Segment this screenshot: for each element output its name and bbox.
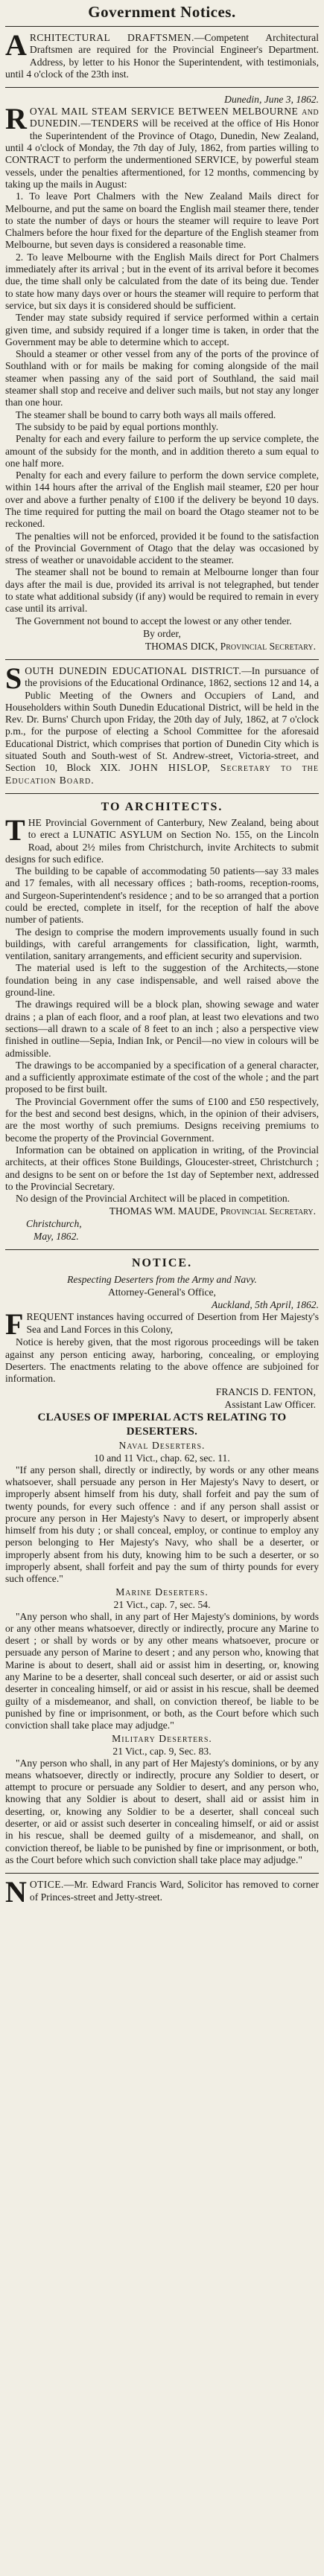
marine-ref: 21 Vict., cap. 7, sec. 54. <box>113 1598 211 1610</box>
notice-body: —Mr. Edward Francis Ward, Solicitor has removed to corner of Princes-street and Jetty-street. <box>29 1879 319 1903</box>
notice-body: —In pursuance of the provisions of the Educational Ordinance, 1862, sections 12 and 14, a Public Meeting of the Owners and Occupiers of Land, and Householders within South Dunedin Educational District, will be held in the Rev. Dr. Burns' Church upon Friday, the 20th day of July, 1862, at 7 o'clock p.m., for the purpose of electing a School Committee for the aforesaid Educational District, which comprises that portion of Dunedin City which is situated South and South-west of St. Andrew-street, Victoria-street, and Section 10, Block XIX. <box>5 664 319 774</box>
signature: THOMAS DICK, Provincial Secretary. <box>144 640 316 652</box>
drop-cap: N <box>5 1875 27 1909</box>
mail-item-1: 1. To leave Port Chalmers with the New Zealand Mails direct for Melbourne, and put the same on board the English mail steamer there, tender to state the number of days or hours the steamer will require to leave Port Chalmers before the hour fixed for the departure of the English steamer from Melbourne, but seven days is considered a reasonable time. <box>5 190 319 251</box>
notice-to-architects <box>5 794 319 1251</box>
naval-ref: 10 and 11 Vict., chap. 62, sec. 11. <box>94 1452 230 1464</box>
mail-paragraph: The subsidy to be paid by equal portions monthly. <box>16 420 219 432</box>
notice-heading: TO ARCHITECTS. <box>101 800 223 813</box>
military-text: "Any person who shall, in any part of Her Majesty's dominions, or by any means whatsoever, directly or indirectly, procure any Soldier to desert, or attempt to procure or persuade any Soldier to desert, and any person who, knowing that any Soldier is about to desert, shall aid or assist him in deserting, or, knowing any Soldier to be a deserter, shall conceal such deserter, or aid or assist such deserter in concealing himself, or aid or assist in his rescue, shall be deemed guilty of a misdemeanor, and shall, on conviction thereof, be liable to be punished by fine or imprisonment, or both, as the Court before which such conviction shall take place may adjudge." <box>5 1757 319 1865</box>
draftsmen-paragraph <box>5 28 319 80</box>
by-order: By order, <box>143 627 181 639</box>
notice-royal-mail <box>5 88 319 660</box>
architects-paragraph: Information can be obtained on application in writing, of the Provincial architects, at their offices Stone Buildings, Gloucester-street, Christchurch ; and designs to be sent on or before the 1st day of September next, addressed to the Provincial Secretary. <box>5 1144 319 1192</box>
place: Christchurch, <box>26 1218 82 1230</box>
signature: THOMAS WM. MAUDE, Provincial Secretary. <box>109 1205 316 1217</box>
mail-paragraph: The penalties will not be enforced, provided it be found to the satisfaction of the Provincial Government of Otago that the delay was occasioned by stress of weather or unavoidable accident to the steamer. <box>5 530 319 566</box>
mail-item-2: 2. To leave Melbourne with the English Mails direct for Port Chalmers immediately after its arrival ; but in the event of its arrival before it becomes due, the time shall only be calculated from the date of its being due. Tender to state how many days over or hours the steamer will require to perform that service, but six days it is considered should be sufficient. <box>5 251 319 311</box>
mail-paragraph: Tender may state subsidy required if service performed within a certain given time, and subsidy required if a longer time is taken, in order that the Government may be able to determine which to accept. <box>5 312 319 347</box>
mail-paragraph: Should a steamer or other vessel from any of the ports of the province of Southland with or for mails be making for coming alongside of the mail steamer when passing any of the said port of Southland, the said mail steamer shall stop and receive and deliver such mails, but not stay any longer than one hour. <box>5 348 319 408</box>
mail-paragraph: The steamer shall not be bound to remain at Melbourne longer than four days after the mail is due, provided its arrival is not telegraphed, but tender to state what additional subsidy (if any) would be required to remain in every case until its arrival. <box>5 566 319 615</box>
mail-paragraph: Penalty for each and every failure to perform the up service complete, the amount of the subsidy for the month, and in addition thereto a sum equal to one half more. <box>5 433 319 469</box>
newspaper-column <box>5 0 319 1911</box>
drop-cap: F <box>5 1307 24 1342</box>
clauses-title: CLAUSES OF IMPERIAL ACTS RELATING TO DESERTERS. <box>37 1411 287 1438</box>
notice-body: REQUENT instances having occurred of Desertion from Her Majesty's Sea and Land Forces in this Colony, <box>26 1311 319 1335</box>
architects-paragraph: The drawings required will be a block plan, showing sewage and water drains ; a plan of each floor, and a roof plan, at least two elevations and two sections—all drawn to a scale of 8 feet to an inch ; also a perspective view finished in outline—Sepia, Indian Ink, or Pencil—no view in colours will be admissible. <box>5 999 319 1059</box>
drop-cap: T <box>5 813 25 847</box>
notice-ward <box>5 1874 319 1911</box>
office: Attorney-General's Office, <box>108 1287 216 1298</box>
dateline: Dunedin, June 3, 1862. <box>224 94 319 106</box>
mail-paragraph: The steamer shall be bound to carry both ways all mails offered. <box>16 408 276 420</box>
notice-subheading: Respecting Deserters from the Army and Navy. <box>67 1274 257 1286</box>
architects-intro <box>5 813 319 865</box>
notice-body: will be received at the office of His Honor the Superintendent of the Province of Otago, Dunedin, New Zealand, until 4 o'clock of Monday, the 7th day of July, 1862, from parties willing to CONTRACT to perform the undermentioned SERVICE, by powerful steam vessels, under the penalties aftermentioned, for 12 months, commencing by taking up the mails in August: <box>5 118 319 190</box>
military-title: Military Deserters. <box>112 1732 212 1744</box>
marine-text: "Any person who shall, in any part of Her Majesty's dominions, by words or any other means whatsoever, directly or indirectly, procure any Marine to desert ; or shall by words or by any other means whatsoever, procure or persuade any person of Marine to desert ; and any person who, knowing that Marine is about to desert, shall aid or assist him in deserting, or, knowing any Marine to be a deserter, shall conceal such deserter, or aid or assist such deserter in concealing himself, or aid or assist in his rescue, shall be deemed guilty of a misdemeanor, and shall, on conviction thereof, be liable to be punished by fine or imprisonment, or both, as the Court before which such conviction shall take place may adjudge." <box>5 1610 319 1731</box>
notice-architectural-draftsmen <box>5 27 319 88</box>
naval-title: Naval Deserters. <box>118 1439 206 1451</box>
ward-paragraph <box>5 1875 319 1909</box>
mail-intro <box>5 102 319 190</box>
deserters-intro <box>5 1307 319 1342</box>
drop-cap: S <box>5 661 22 695</box>
signature: FRANCIS D. FENTON, <box>215 1385 316 1397</box>
marine-title: Marine Deserters. <box>115 1586 209 1598</box>
signature: JOHN HISLOP, Secretary to the Education Board. <box>5 762 320 786</box>
notice-body: —Competent Architectural Draftsmen are required for the Provincial Engineer's Department. Address, by letter to his Honor the Superintendent, with testimonials, until 4 o'clock of the 23th inst. <box>5 32 319 80</box>
architects-paragraph: The material used is left to the suggestion of the Architects,—stone foundation being in any case indispensable, and well raised above the ground-line. <box>5 962 319 999</box>
architects-paragraph: No design of the Provincial Architect will be placed in competition. <box>16 1193 290 1205</box>
masthead: Government Notices. <box>5 3 319 27</box>
notice-lead: OTICE. <box>29 1879 64 1891</box>
mail-paragraph: The Government not bound to accept the lowest or any other tender. <box>16 615 292 627</box>
signature-title: Assistant Law Officer. <box>224 1398 316 1410</box>
notice-heading: NOTICE. <box>131 1257 193 1270</box>
architects-paragraph: The drawings to be accompanied by a specification of a general character, and a sufficiently approximate estimate of the cost of the whole ; and the part proposed to be first built. <box>5 1059 319 1095</box>
dateline: Auckland, 5th April, 1862. <box>212 1299 319 1311</box>
drop-cap: A <box>5 28 27 62</box>
notice-title: OYAL MAIL STEAM SERVICE BETWEEN MELBOURNE and DUNEDIN.—TENDERS <box>29 106 319 129</box>
notice-deserters <box>5 1250 319 1874</box>
notice-body: HE Provincial Government of Canterbury, New Zealand, being about to erect a LUNATIC ASYLUM on Section No. 155, on the Lincoln Road, about 2½ miles from Christchurch, invite Architects to submit designs for such edifice. <box>5 816 319 865</box>
date: May, 1862. <box>34 1231 79 1243</box>
notice-education <box>5 660 319 794</box>
drop-cap: R <box>5 102 27 136</box>
mail-paragraph: Penalty for each and every failure to perform the down service complete, within 144 hours after the arrival of the English mail steamer, £20 per hour over and above a further penalty of £100 if the delivery be beyond 10 days. The time required for putting the mail on board the Otago steamer not to be reckoned. <box>5 470 319 530</box>
deserters-paragraph: Notice is hereby given, that the most rigorous proceedings will be taken against any person enticing away, harboring, concealing, or employing Deserters. The enactments relating to the above offence are subjoined for information. <box>5 1336 319 1385</box>
architects-paragraph: The design to comprise the modern improvements usually found in such buildings, with careful arrangements for classification, light, warmth, ventilation, sanitary arrangements, and efficient security and supervision. <box>5 926 319 962</box>
architects-paragraph: The building to be capable of accommodating 50 patients—say 33 males and 17 females, with all necessary offices ; bath-rooms, reception-rooms, and Surgeon-Superintendent's residence ; and to be so arranged that a portion could be erected, complete in itself, for the reception of half the above number of patients. <box>5 865 319 926</box>
architects-paragraph: The Provincial Government offer the sums of £100 and £50 respectively, for the best and second best designs, which, in the opinion of their advisers, are the most worthy of such premiums. Designs receiving premiums to become the property of the Provincial Government. <box>5 1095 319 1144</box>
military-ref: 21 Vict., cap. 9, Sec. 83. <box>112 1745 212 1757</box>
education-paragraph <box>5 661 320 786</box>
notice-lead: RCHITECTURAL DRAFTSMEN. <box>29 32 194 43</box>
naval-text: "If any person shall, directly or indirectly, by words or any other means whatsoever, shall persuade any person in Her Majesty's Navy to desert, or improperly absent himself from his duty, shall forfeit and pay the sum of twenty pounds, for every such offence : and if any person shall assist or procure any person in Her Majesty's Navy to desert, or improperly absent himself from his duty ; or shall conceal, employ, or continue to employ any person belonging to Her Majesty's Navy, who shall be a deserter, or improperly absent from his duty, knowing him to be such a deserter, or so improperly absent, shall forfeit and pay the sum of thirty pounds for every such offence." <box>5 1464 319 1585</box>
notice-title: OUTH DUNEDIN EDUCATIONAL DISTRICT. <box>25 664 242 676</box>
